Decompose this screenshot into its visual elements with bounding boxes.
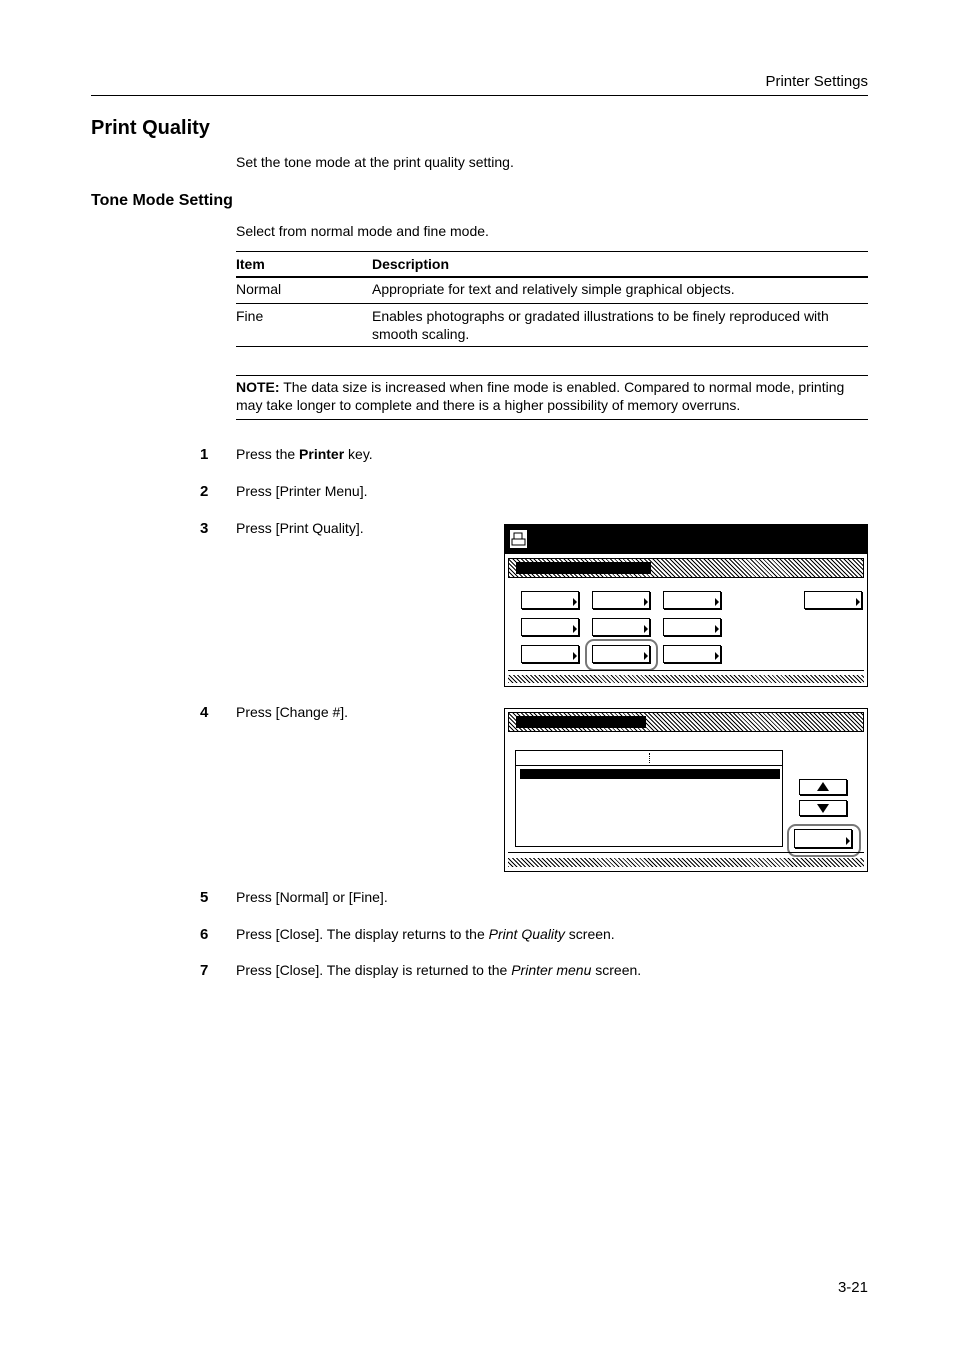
note-text: The data size is increased when fine mode is enabled. Compared to normal mode, printing may take longer to complete and there is a higher possibility of memory overruns. xyxy=(236,379,845,413)
page-title: Print Quality xyxy=(91,117,210,139)
status-bar xyxy=(508,675,864,683)
step-text: Press [Change #]. xyxy=(236,704,349,720)
arrow-up-icon xyxy=(800,780,846,794)
step-number: 1 xyxy=(200,446,209,463)
printer-menu-screen xyxy=(504,524,868,687)
screen-divider xyxy=(508,670,864,671)
step-number: 5 xyxy=(200,889,209,906)
table-cell-item: Fine xyxy=(236,308,264,324)
step-text: Press [Printer Menu]. xyxy=(236,483,368,499)
list-header-rule xyxy=(516,765,782,766)
step-number: 4 xyxy=(200,704,209,721)
table-cell-item: Normal xyxy=(236,281,282,297)
table-cell-description: Appropriate for text and relatively simple graphical objects. xyxy=(372,281,735,297)
table-row xyxy=(236,278,868,304)
menu-button[interactable] xyxy=(521,591,579,609)
menu-button[interactable] xyxy=(592,618,650,636)
table-cell-description: Enables photographs or gradated illustrations to be finely reproduced with smooth scaling. xyxy=(372,308,829,342)
column-divider xyxy=(649,753,650,763)
step-text: Press [Close]. The display is returned to the Printer menu screen. xyxy=(236,962,642,978)
print-quality-screen xyxy=(504,708,868,872)
tone-mode-table xyxy=(236,251,868,347)
scroll-up-button[interactable] xyxy=(799,779,847,795)
step-text: Press [Print Quality]. xyxy=(236,520,364,536)
screen-title-block xyxy=(516,716,646,728)
menu-button[interactable] xyxy=(663,645,721,663)
status-bar xyxy=(508,858,864,867)
running-header: Printer Settings xyxy=(765,73,868,90)
screen-title-bar xyxy=(505,525,867,554)
step-number: 7 xyxy=(200,962,209,979)
printer-icon[interactable] xyxy=(509,529,528,549)
menu-button[interactable] xyxy=(804,591,862,609)
table-row xyxy=(236,304,868,347)
step-text: Press [Close]. The display returns to the Print Quality screen. xyxy=(236,926,615,942)
menu-button[interactable] xyxy=(592,591,650,609)
note-label: NOTE: xyxy=(236,379,280,395)
settings-list xyxy=(515,750,783,847)
selected-list-row[interactable] xyxy=(520,769,780,779)
table-header-row xyxy=(236,251,868,278)
step-number: 2 xyxy=(200,483,209,500)
header-rule xyxy=(91,95,868,96)
menu-button[interactable] xyxy=(521,645,579,663)
screen-divider xyxy=(508,852,864,853)
screen-header-bar xyxy=(508,712,864,732)
step-text: Press [Normal] or [Fine]. xyxy=(236,889,388,905)
table-header-item: Item xyxy=(236,256,265,272)
page-number: 3-21 xyxy=(837,1279,868,1296)
menu-button[interactable] xyxy=(521,618,579,636)
highlight-ring xyxy=(585,639,658,671)
table-header-description: Description xyxy=(372,256,450,272)
note-box xyxy=(236,375,868,420)
menu-button[interactable] xyxy=(663,591,721,609)
step-number: 3 xyxy=(200,520,209,537)
menu-button[interactable] xyxy=(663,618,721,636)
menu-title-block xyxy=(516,562,651,574)
section-intro: Select from normal mode and fine mode. xyxy=(236,223,489,239)
intro-text: Set the tone mode at the print quality setting. xyxy=(236,154,514,170)
arrow-down-icon xyxy=(800,801,846,815)
step-text: Press the Printer key. xyxy=(236,446,373,462)
menu-header-bar xyxy=(508,558,864,578)
section-title: Tone Mode Setting xyxy=(91,192,233,209)
step-number: 6 xyxy=(200,926,209,943)
scroll-down-button[interactable] xyxy=(799,800,847,816)
